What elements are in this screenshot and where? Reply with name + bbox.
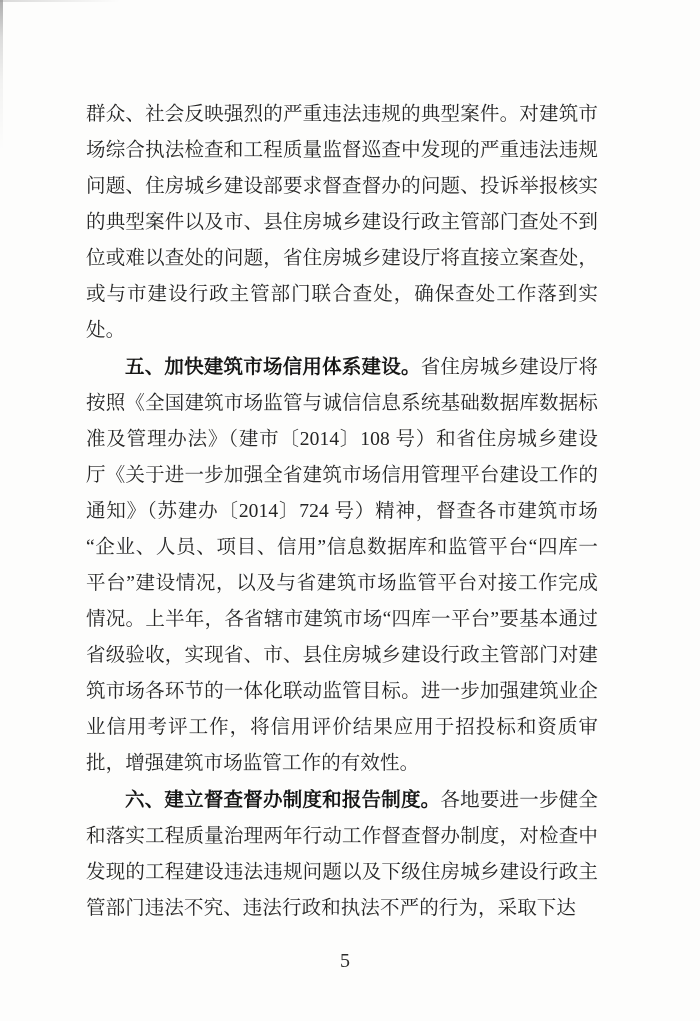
body-text: 群众、社会反映强烈的严重违法违规的典型案件。对建筑市场综合执法检查和工程质量监督巡查中发现的严重违法违规问题、住房城乡建设部要求督查督办的问题、投诉举报核实的典型案件以及市、县住房城乡建设行政主管部门查处不到位或难以查处的问题，省住房城乡建设厅将直接立案查处，或与市建设行政主管部门联合查处，确保查处工作落到实处。	[86, 104, 598, 341]
paragraph	[86, 349, 598, 782]
scan-edge-artifact-top	[0, 0, 120, 2]
page-number: 5	[340, 950, 350, 972]
body-text: 省住房城乡建设厅将按照《全国建筑市场监管与诚信信息系统基础数据库数据标准及管理办法》（建市〔2014〕108 号）和省住房城乡建设厅《关于进一步加强全省建筑市场信用管理平台建设工作的通知》（苏建办〔2014〕724 号）精神，督查各市建筑市场“企业、人员、项目、信用”信息数据库和监管平台“四库一平台”建设情况，以及与省建筑市场监管平台对接工作完成情况。上半年，各省辖市建筑市场“四库一平台”要基本通过省级验收，实现省、市、县住房城乡建设行政主管部门对建筑市场各环节的一体化联动监管目标。进一步加强建筑业企业信用考评工作，将信用评价结果应用于招投标和资质审批，增强建筑市场监管工作的有效性。	[86, 357, 598, 774]
paragraph	[86, 97, 598, 349]
paragraph	[86, 782, 598, 927]
body-text: 各地要进一步健全和落实工程质量治理两年行动工作督查督办制度，对检查中发现的工程建设违法违规问题以及下级住房城乡建设行政主管部门违法不究、违法行政和执法不严的行为，采取下达	[86, 790, 598, 919]
section-heading: 五、加快建筑市场信用体系建设。	[125, 356, 421, 378]
scan-edge-artifact	[0, 0, 3, 150]
document-text	[86, 97, 598, 927]
section-heading: 六、建立督查督办制度和报告制度。	[125, 789, 441, 811]
